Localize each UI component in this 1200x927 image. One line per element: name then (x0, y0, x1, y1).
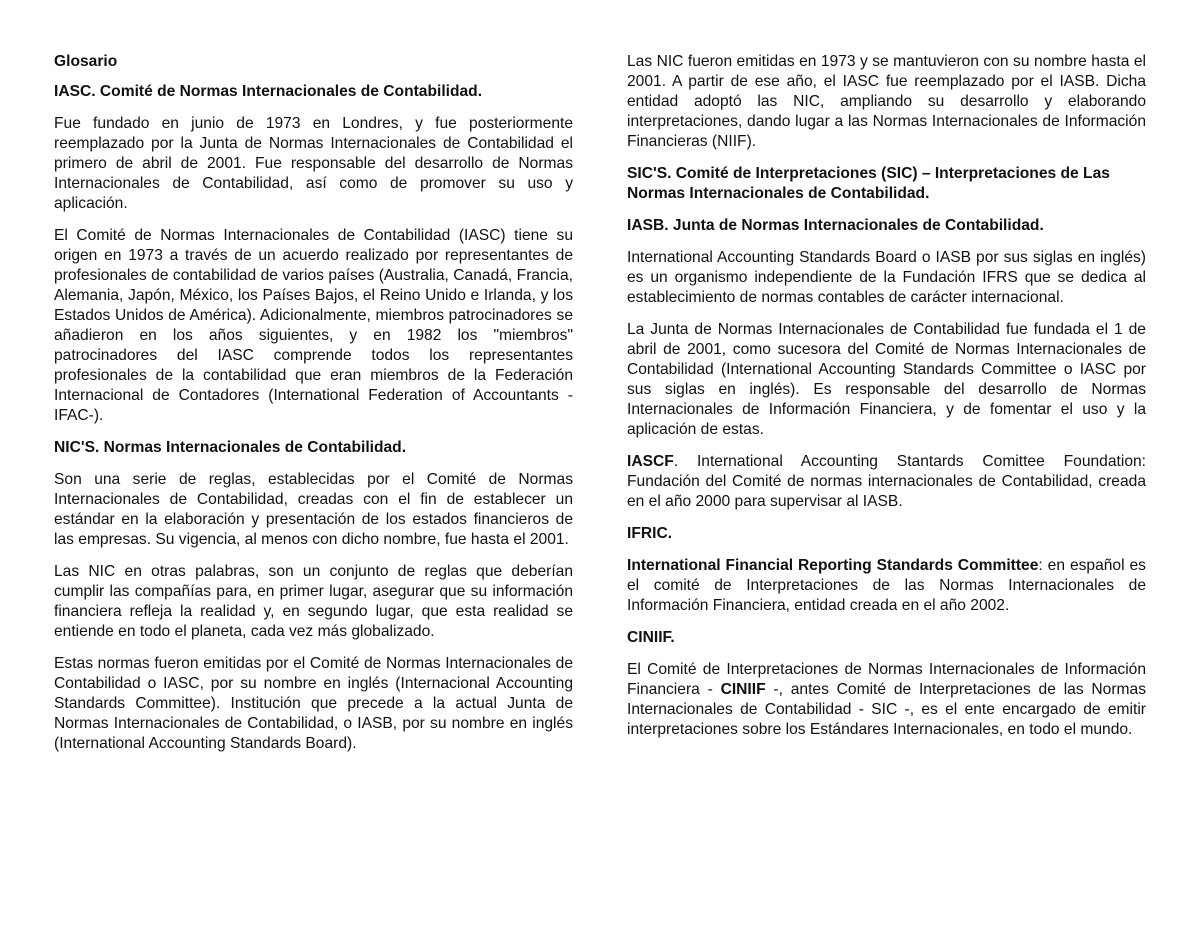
nic-paragraph-4: Las NIC fueron emitidas en 1973 y se mantuvieron con su nombre hasta el 2001. A partir de ese año, el IASC fue reemplazado por el IASB. Dicha entidad adoptó las NIC, ampliando su desarrollo y elaborando interpretaciones, dando lugar a las Normas Internacionales de Información Financieras (NIIF). (627, 53, 1146, 150)
iascf-term: IASCF (627, 453, 674, 470)
right-column (627, 52, 1146, 752)
iasc-heading: IASC. Comité de Normas Internacionales de Contabilidad. (54, 83, 483, 100)
iasb-paragraph-1: International Accounting Standards Board o IASB por sus siglas en inglés) es un organismo independiente de la Fundación IFRS que se dedica al establecimiento de normas contables de carácter internacional. (627, 249, 1146, 306)
nic-heading: NIC'S. Normas Internacionales de Contabilidad. (54, 439, 407, 456)
ifric-heading: IFRIC. (627, 525, 673, 542)
nic-paragraph-2: Las NIC en otras palabras, son un conjunto de reglas que deberían cumplir las compañías para, en primer lugar, asegurar que su información financiera refleja la realidad y, en segundo lugar, que esta realidad se entiende en todo el planeta, cada vez más globalizado. (54, 563, 573, 640)
iascf-definition: . International Accounting Stantards Comittee Foundation: Fundación del Comité de normas internacionales de Contabilidad, creada en el año 2000 para supervisar al IASB. (627, 453, 1146, 510)
iasc-paragraph-2: El Comité de Normas Internacionales de Contabilidad (IASC) tiene su origen en 1973 a través de un acuerdo realizado por representantes de profesionales de contabilidad de varios países (Australia, Canadá, Francia, Alemania, Japón, México, los Países Bajos, el Reino Unido e Irlanda, y los Estados Unidos de América). Adicionalmente, miembros patrocinadores se añadieron en los años siguientes, y en 1982 los "miembros" patrocinadores del IASC comprende todos los representantes profesionales de la contabilidad que eran miembros de la Federación Internacional de Contadores (International Federation of Accountants -IFAC-). (54, 227, 573, 424)
iasb-heading: IASB. Junta de Normas Internacionales de Contabilidad. (627, 217, 1044, 234)
ifric-term: International Financial Reporting Standards Committee (627, 557, 1039, 574)
ciniif-heading: CINIIF. (627, 629, 675, 646)
ciniif-paragraph (627, 660, 1146, 740)
ifric-paragraph (627, 556, 1146, 616)
iasb-paragraph-2: La Junta de Normas Internacionales de Contabilidad fue fundada el 1 de abril de 2001, como sucesora del Comité de Normas Internacionales de Contabilidad (International Accounting Standards Committee o IASC por sus siglas en inglés). Es responsable del desarrollo de Normas Internacionales de Información Financiera, y de fomentar el uso y la aplicación de estas. (627, 321, 1146, 438)
left-column (54, 52, 573, 766)
ciniif-text-start: El Comité de Interpretaciones de Normas Internacionales de Información Financiera - (627, 661, 1146, 698)
glossary-title: Glosario (54, 53, 118, 70)
iascf-paragraph (627, 452, 1146, 512)
iasc-paragraph-1: Fue fundado en junio de 1973 en Londres, y fue posteriormente reemplazado por la Junta de Normas Internacionales de Contabilidad el primero de abril de 2001. Fue responsable del desarrollo de Normas Internacionales de Contabilidad, así como de promover su uso y aplicación. (54, 115, 573, 212)
sic-heading: SIC'S. Comité de Interpretaciones (SIC) – Interpretaciones de Las Normas Internacionales de Contabilidad. (627, 165, 1110, 202)
ciniif-text-end: -, antes Comité de Interpretaciones de las Normas Internacionales de Contabilidad - SIC -, es el ente encargado de emitir interpretaciones sobre los Estándares Internacionales, en todo el mundo. (627, 681, 1146, 738)
ifric-definition: : en español es el comité de Interpretaciones de las Normas Internacionales de Información Financiera, entidad creada en el año 2002. (627, 557, 1146, 614)
nic-paragraph-3: Estas normas fueron emitidas por el Comité de Normas Internacionales de Contabilidad o IASC, por su nombre en inglés (Internacional Accounting Standards Committee). Institución que precede a la actual Junta de Normas Internacionales de Contabilidad, o IASB, por su nombre en inglés (International Accounting Standards Board). (54, 655, 573, 752)
nic-paragraph-1: Son una serie de reglas, establecidas por el Comité de Normas Internacionales de Contabilidad, creadas con el fin de establecer un estándar en la elaboración y presentación de los estados financieros de las empresas. Su vigencia, al menos con dicho nombre, fue hasta el 2001. (54, 471, 573, 548)
ciniif-term: CINIIF (720, 681, 766, 698)
